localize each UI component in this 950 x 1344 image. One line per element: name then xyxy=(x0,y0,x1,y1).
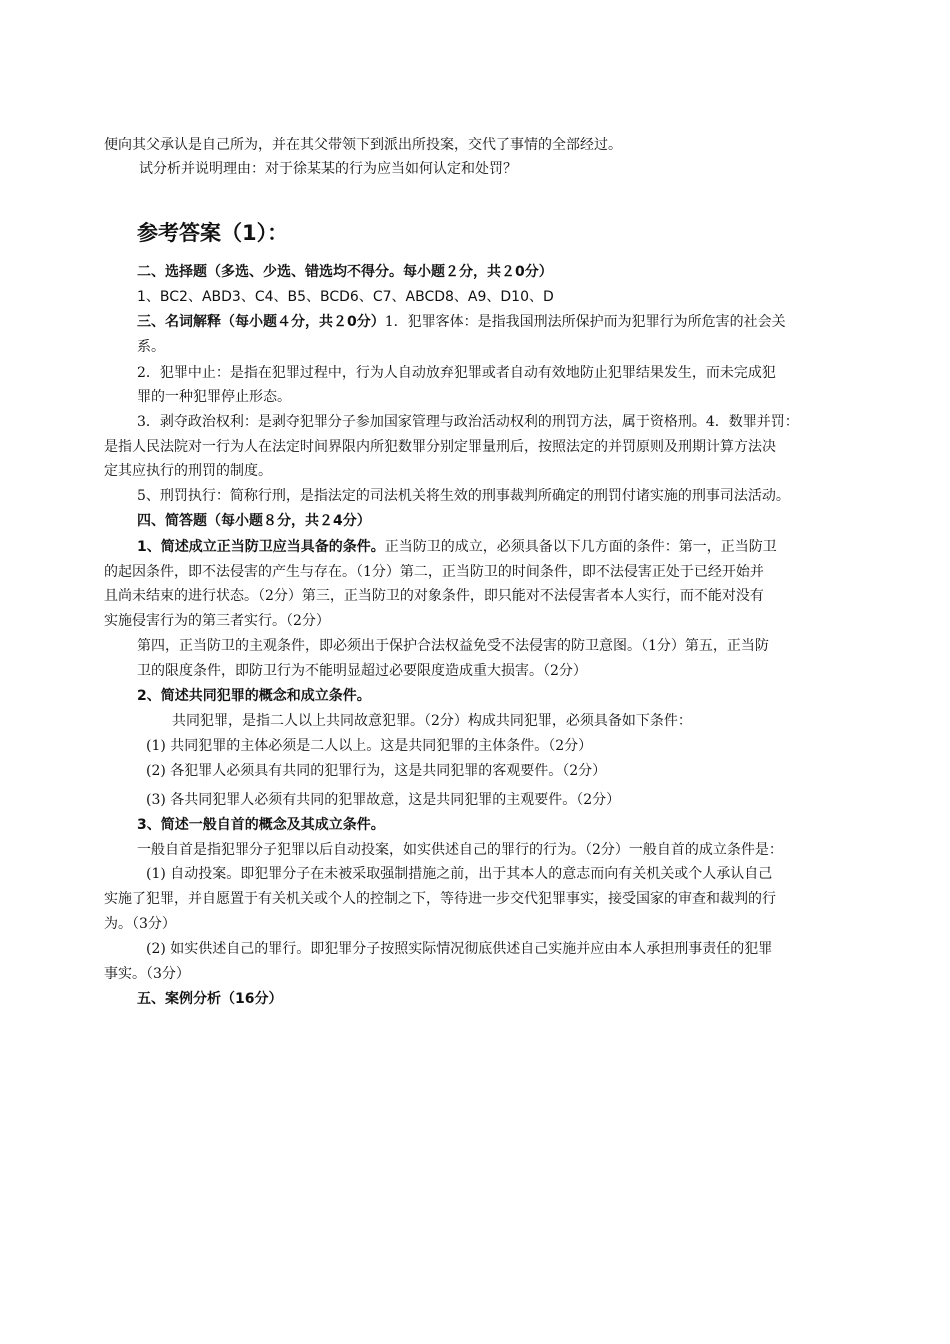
q2-title: 2、简述共同犯罪的概念和成立条件。 xyxy=(137,688,371,704)
term-1-cont: 系。 xyxy=(137,339,165,355)
q3-line-3: 实施了犯罪，并自愿置于有关机关或个人的控制之下，等待进一步交代犯罪事实，接受国家的审查和裁判的行 xyxy=(104,891,776,907)
term-3: 3．剥夺政治权利：是剥夺犯罪分子参加国家管理与政治活动权利的刑罚方法，属于资格刑。4．数罪并罚： xyxy=(137,414,799,430)
answer-title: 参考答案（1）： xyxy=(137,221,289,245)
q3-line-6: 事实。（3分） xyxy=(104,966,190,982)
section-2-title: 二、选择题（多选、少选、错选均不得分。每小题２分，共２0分） xyxy=(137,264,553,280)
q3-line-2: (1) 自动投案。即犯罪分子在未被采取强制措施之前，出于其本人的意志而向有关机关或个人承认自己 xyxy=(146,866,773,882)
section-4-title: 四、简答题（每小题８分，共２4分） xyxy=(137,513,371,529)
q1-text: 正当防卫的成立，必须具备以下几方面的条件：第一，正当防卫 xyxy=(384,539,777,555)
term-1: 1．犯罪客体：是指我国刑法所保护而为犯罪行为所危害的社会关 xyxy=(384,314,786,330)
q1-line-3: 且尚未结束的进行状态。（2分）第三，正当防卫的对象条件，即只能对不法侵害者本人实行，而不能对没有 xyxy=(104,588,764,604)
term-5: 5、刑罚执行：简称行刑，是指法定的司法机关将生效的刑事裁判所确定的刑罚付诸实施的刑事司法活动。 xyxy=(137,488,790,504)
term-4-cont: 定其应执行的刑罚的制度。 xyxy=(104,463,272,479)
q2-line-2: (1) 共同犯罪的主体必须是二人以上。这是共同犯罪的主体条件。（2分） xyxy=(146,738,593,754)
q1-title: 1、简述成立正当防卫应当具备的条件。 xyxy=(137,539,385,555)
q1-line-1 xyxy=(137,537,777,557)
section-5-title: 五、案例分析（16分） xyxy=(137,991,283,1007)
term-2-cont: 罪的一种犯罪停止形态。 xyxy=(137,389,291,405)
q1-line-5: 第四，正当防卫的主观条件，即必须出于保护合法权益免受不法侵害的防卫意图。（1分）第五，正当防 xyxy=(137,638,769,654)
section-3-title: 三、名词解释（每小题４分，共２0分） xyxy=(137,314,385,330)
term-2: 2．犯罪中止：是指在犯罪过程中，行为人自动放弃犯罪或者自动有效地防止犯罪结果发生，而未完成犯 xyxy=(137,365,776,381)
q2-line-1: 共同犯罪，是指二人以上共同故意犯罪。（2分）构成共同犯罪，必须具备如下条件： xyxy=(172,713,692,729)
intro-question: 试分析并说明理由：对于徐某某的行为应当如何认定和处罚？ xyxy=(139,161,517,177)
q3-line-4: 为。（3分） xyxy=(104,916,176,932)
q3-line-1: 一般自首是指犯罪分子犯罪以后自动投案，如实供述自己的罪行的行为。（2分）一般自首的成立条件是： xyxy=(137,842,783,858)
term-4: 是指人民法院对一行为人在法定时间界限内所犯数罪分别定罪量刑后，按照法定的并罚原则及刑期计算方法决 xyxy=(104,439,776,455)
section-2-answers: 1、BC2、ABD3、C4、B5、BCD6、C7、ABCD8、A9、D10、D xyxy=(137,289,554,305)
q1-line-2: 的起因条件，即不法侵害的产生与存在。（1分）第二，正当防卫的时间条件，即不法侵害正处于已经开始并 xyxy=(104,564,764,580)
q3-title: 3、简述一般自首的概念及其成立条件。 xyxy=(137,817,385,833)
section-3-line-1 xyxy=(137,312,786,332)
q1-line-6: 卫的限度条件，即防卫行为不能明显超过必要限度造成重大损害。（2分） xyxy=(137,663,587,679)
intro-line-1: 便向其父承认是自己所为，并在其父带领下到派出所投案，交代了事情的全部经过。 xyxy=(104,137,622,153)
q1-line-4: 实施侵害行为的第三者实行。（2分） xyxy=(104,613,330,629)
q2-line-3: (2) 各犯罪人必须具有共同的犯罪行为，这是共同犯罪的客观要件。（2分） xyxy=(146,763,607,779)
q3-line-5: (2) 如实供述自己的罪行。即犯罪分子按照实际情况彻底供述自己实施并应由本人承担刑事责任的犯罪 xyxy=(146,941,773,957)
q2-line-4: (3) 各共同犯罪人必须有共同的犯罪故意，这是共同犯罪的主观要件。（2分） xyxy=(146,792,621,808)
